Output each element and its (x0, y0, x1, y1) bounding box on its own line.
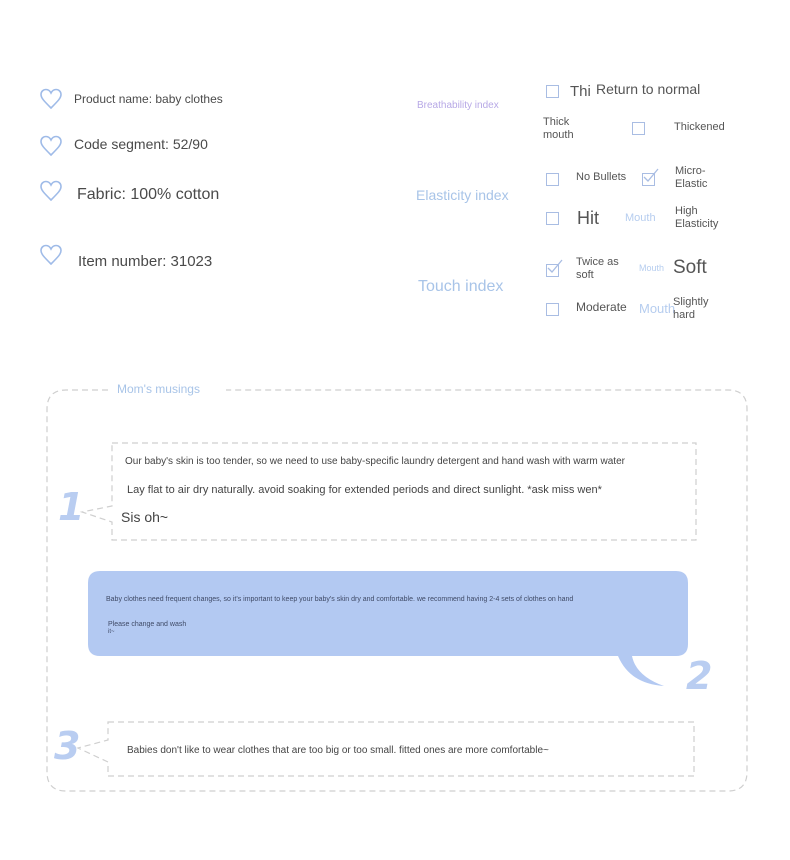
musing-1-line-3: Sis oh~ (121, 509, 169, 525)
musing-1-line-1: Our baby's skin is too tender, so we need to use baby-specific laundry detergent and hand wash with warm water (125, 456, 625, 467)
musings-title: Mom's musings (117, 382, 200, 396)
option-thin-label: Thi (570, 83, 591, 100)
code-segment: Code segment: 52/90 (74, 136, 208, 152)
option-high-elasticity-label: High Elasticity (675, 205, 719, 230)
option-no-bullets-label: No Bullets (576, 171, 627, 183)
musing-1-line-2: Lay flat to air dry naturally. avoid soaking for extended periods and direct sunlight. *ask miss wen* (127, 484, 602, 496)
touch-index-title: Touch index (418, 278, 504, 295)
elasticity-index-title: Elasticity index (416, 187, 509, 203)
musing-2-line-2: Please change and wash (108, 621, 187, 628)
product-name: Product name: baby clothes (74, 92, 223, 106)
option-soft-mouth: Mouth (639, 263, 665, 273)
item-number: Item number: 31023 (78, 253, 213, 270)
option-slightly-hard-label: Slightly hard (673, 296, 709, 321)
option-thick-mouth-label: Thick mouth (543, 116, 574, 141)
option-return-normal-label: Return to normal (596, 81, 701, 97)
breathability-index-title: Breathability index (417, 100, 499, 111)
option-micro-elastic-label: Micro- Elastic (675, 165, 708, 190)
musing-2-line-1: Baby clothes need frequent changes, so it's important to keep your baby's skin dry and comfortable. we recommend having 2-4 sets of clothes on hand (106, 596, 574, 603)
option-twice-soft-label: Twice as soft (576, 256, 619, 281)
number-3: 3 (54, 724, 81, 768)
option-hit-mouth: Mouth (625, 212, 656, 224)
fabric: Fabric: 100% cotton (77, 186, 220, 203)
option-hit-label: Hit (577, 208, 599, 228)
number-1: 1 (58, 485, 85, 529)
option-thickened-label: Thickened (674, 121, 725, 133)
musing-2-line-3: it~ (108, 629, 115, 635)
option-moderate-mouth: Mouth (639, 301, 676, 316)
musing-3-line-1: Babies don't like to wear clothes that are too big or too small. fitted ones are more comfortable~ (127, 745, 549, 756)
option-moderate-label: Moderate (576, 300, 627, 314)
option-soft-label: Soft (673, 257, 707, 278)
bubble-2 (88, 571, 688, 686)
number-2: 2 (686, 654, 713, 698)
